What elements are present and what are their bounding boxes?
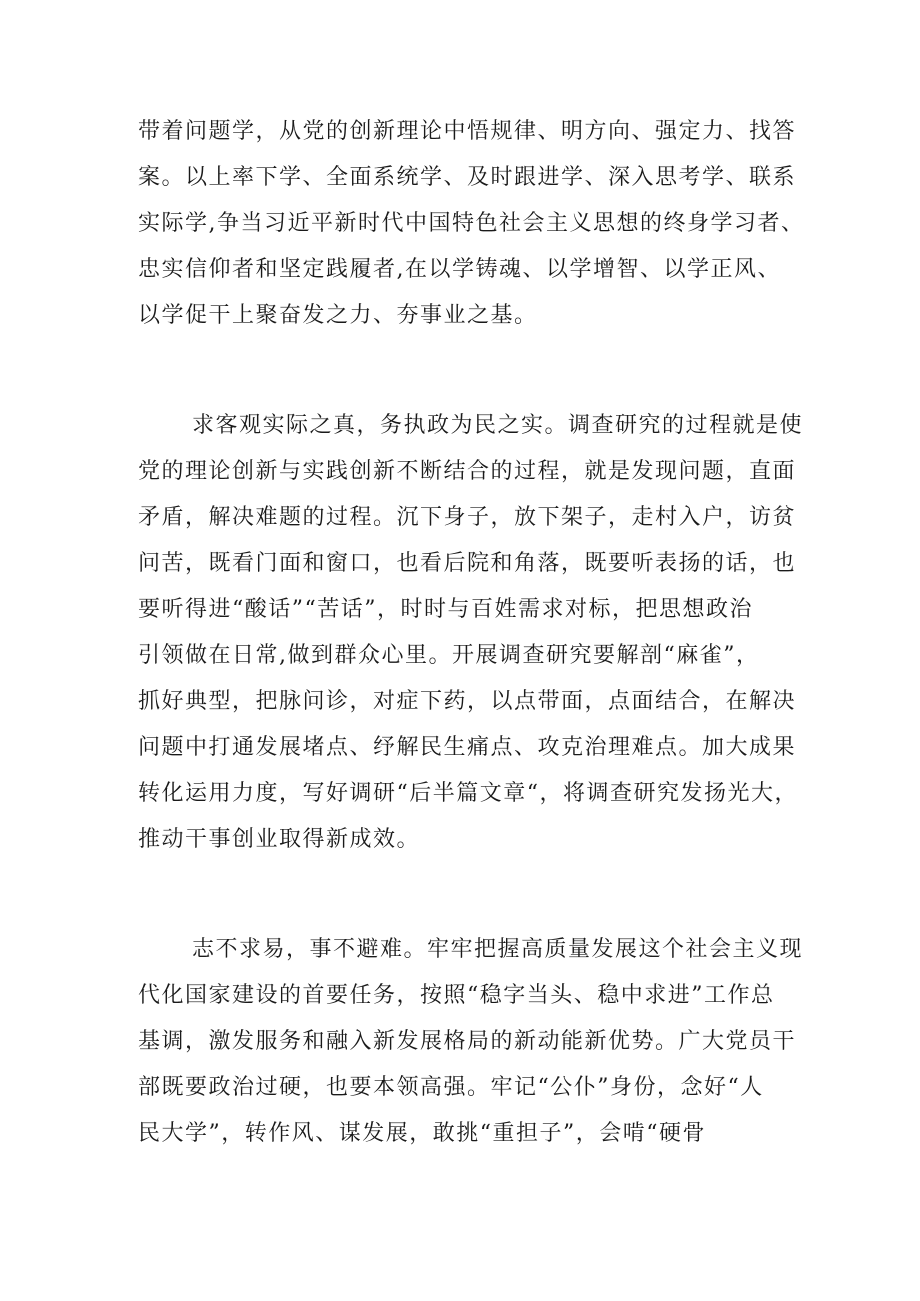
text-line: 转化运用力度，写好调研“后半篇文章“，将调查研究发扬光大， [138, 781, 798, 806]
text-line: 以学促干上聚奋发之力、夯事业之基。 [138, 303, 538, 328]
text-line: 抓好典型，把脉问诊，对症下药，以点带面，点面结合，在解决 [138, 689, 797, 714]
text-line: 要听得进“酸话”“苦话”，时时与百姓需求对标，把思想政治 [138, 597, 753, 622]
text-line: 问苦，既看门面和窗口，也看后院和角落，既要听表扬的话，也 [138, 551, 797, 576]
text-line: 带着问题学，从党的创新理论中悟规律、明方向、强定力、找答 [138, 119, 797, 144]
text-line: 问题中打通发展堵点、纾解民生痛点、攻克治理难点。加大成果 [138, 735, 797, 760]
text-line: 代化国家建设的首要任务，按照“稳字当头、稳中求进”工作总 [138, 983, 775, 1008]
text-line: 民大学”，转作风、谋发展，敢挑“重担子”，会啃“硬骨 [138, 1121, 706, 1146]
text-line: 矛盾，解决难题的过程。沉下身子，放下架子，走村入户，访贫 [138, 505, 797, 530]
paragraph-development [138, 927, 804, 1157]
text-line: 实际学,争当习近平新时代中国特色社会主义思想的终身学习者、 [138, 211, 805, 236]
text-line: 志不求易，事不避难。牢牢把握高质量发展这个社会主义现 [192, 937, 804, 962]
text-line: 基调，激发服务和融入新发展格局的新动能新优势。广大党员干 [138, 1029, 797, 1054]
text-line: 党的理论创新与实践创新不断结合的过程，就是发现问题，直面 [138, 459, 797, 484]
text-line: 引领做在日常,做到群众心里。开展调查研究要解剖“麻雀”， [138, 643, 760, 668]
text-line: 忠实信仰者和坚定践履者,在以学铸魂、以学增智、以学正风、 [138, 257, 781, 282]
paragraph-study [138, 109, 805, 339]
paragraph-investigation [138, 403, 804, 863]
text-line: 推动干事创业取得新成效。 [138, 827, 421, 852]
text-line: 案。以上率下学、全面系统学、及时跟进学、深入思考学、联系 [138, 165, 797, 190]
text-line: 求客观实际之真，务执政为民之实。调查研究的过程就是使 [192, 413, 804, 438]
text-line: 部既要政治过硬，也要本领高强。牢记“公仆”身份，念好“人 [138, 1075, 764, 1100]
